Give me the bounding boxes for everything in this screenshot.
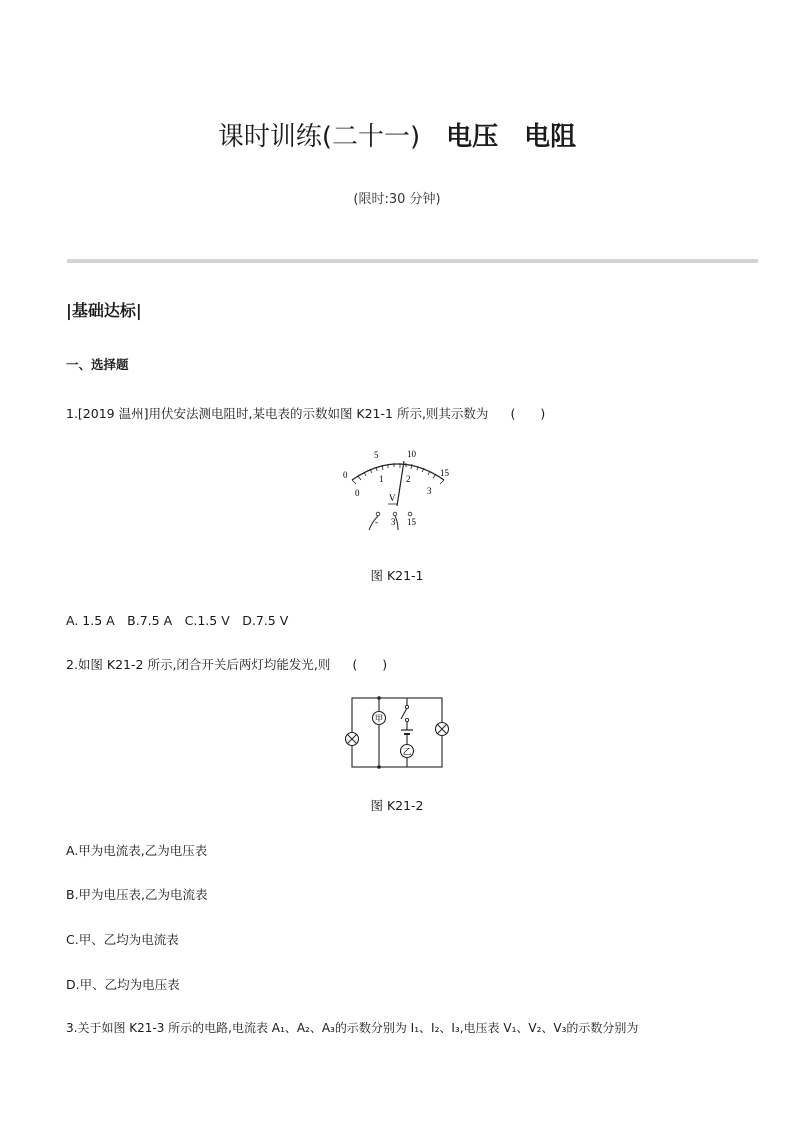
junction-bottom	[377, 765, 381, 769]
switch-contact-top	[405, 705, 408, 708]
meter-symbol: V	[389, 493, 396, 503]
upper-scale-15: 15	[440, 468, 449, 478]
question-2-text: 2.如图 K21-2 所示,闭合开关后两灯均能发光,则	[66, 657, 331, 672]
figure-caption-k21-1: 图 K21-1	[370, 568, 424, 583]
question-1-text: 1.[2019 温州]用伏安法测电阻时,某电表的示数如图 K21-1 所示,则其示数为	[66, 406, 489, 421]
terminal-15	[408, 512, 412, 516]
title-main: 课时训练(二十一)	[217, 122, 421, 152]
question-1	[66, 404, 545, 422]
section-heading: |基础达标|	[66, 301, 142, 320]
meter-b-label: 乙	[402, 746, 412, 757]
circuit-figure	[340, 692, 452, 774]
terminal-3	[393, 512, 397, 516]
terminal-label-15: 15	[407, 517, 416, 527]
part-heading: 一、选择题	[66, 357, 129, 372]
switch-blade	[401, 708, 407, 719]
page-title	[0, 116, 794, 153]
header-divider	[67, 259, 758, 263]
question-2-option-b: B.甲为电压表,乙为电流表	[66, 887, 208, 902]
circuit-frame	[352, 698, 442, 767]
voltmeter-figure	[334, 444, 464, 534]
lower-scale-1: 1	[379, 474, 384, 484]
lamp-left	[346, 733, 359, 746]
question-3: 3.关于如图 K21-3 所示的电路,电流表 A₁、A₂、A₃的示数分别为 I₁、I₂、I₃,电压表 V₁、V₂、V₃的示数分别为	[66, 1021, 639, 1035]
lower-scale-3: 3	[427, 486, 432, 496]
lower-scale-0: 0	[355, 488, 360, 498]
question-1-blank: ( )	[510, 406, 546, 421]
figure-caption-k21-2: 图 K21-2	[370, 798, 424, 813]
question-2-option-c: C.甲、乙均为电流表	[66, 932, 179, 947]
scale-ticks	[352, 463, 444, 484]
terminal-negative	[376, 512, 380, 516]
question-1-options: A. 1.5 A B.7.5 A C.1.5 V D.7.5 V	[66, 613, 289, 628]
title-topic-resistance: 电阻	[524, 122, 577, 152]
question-2	[66, 655, 387, 673]
time-limit: (限时:30 分钟)	[353, 192, 441, 207]
lower-scale-2: 2	[406, 474, 411, 484]
upper-scale-0: 0	[343, 470, 348, 480]
meter-pointer	[397, 461, 404, 506]
question-2-blank: ( )	[352, 657, 388, 672]
scale-arc-outer	[352, 464, 444, 480]
upper-scale-10: 10	[407, 449, 416, 459]
terminal-label-negative: -	[375, 517, 378, 527]
title-topic-voltage: 电压	[446, 122, 499, 152]
question-2-option-d: D.甲、乙均为电压表	[66, 977, 180, 992]
question-2-option-a: A.甲为电流表,乙为电压表	[66, 843, 208, 858]
upper-scale-5: 5	[374, 450, 379, 460]
meter-a-label: 甲	[374, 713, 384, 724]
lamp-right	[436, 723, 449, 736]
junction-top	[377, 696, 381, 700]
switch-contact-bottom	[405, 718, 408, 721]
terminal-label-3: 3	[391, 517, 396, 527]
